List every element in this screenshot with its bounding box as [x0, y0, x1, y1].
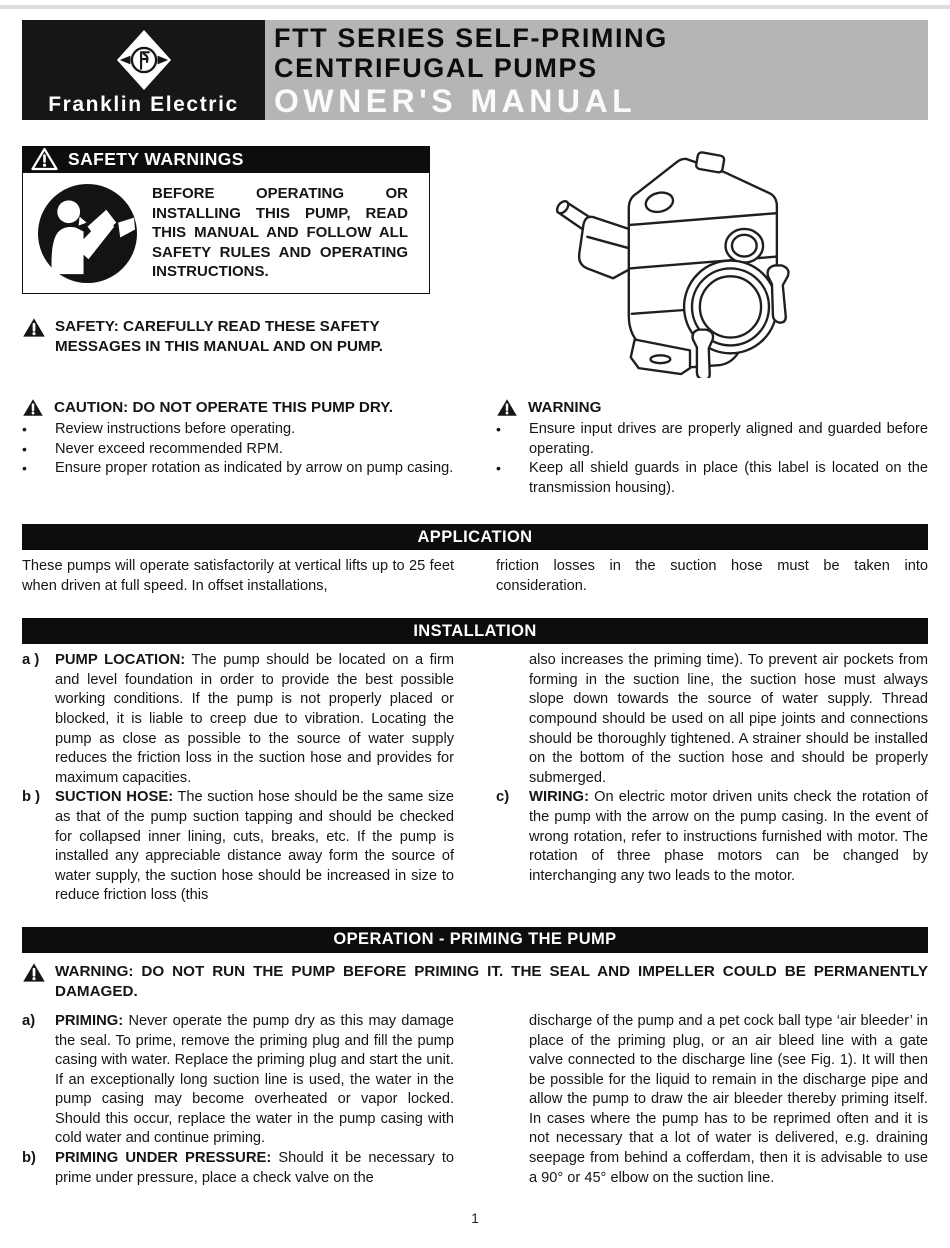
item-text: WIRING: On electric motor driven units check the rotation of the pump with the arrow on the pump casing. In the event of wrong rotation, refer to instructions furnished with motor. The rotation of three phase motors can be changed by interchanging any two leads to the motor.: [529, 789, 928, 884]
item-label: b ): [22, 789, 41, 806]
doc-title-line2: CENTRIFUGAL PUMPS: [274, 53, 598, 83]
read-manual-icon: [36, 182, 139, 285]
continuation-text: discharge of the pump and a pet cock ball type ‘air bleeder’ in place of the priming plug, or an air bleed line with a gate valve connected to the discharge line (see Fig. 1). It will then be possible for the liquid to remain in the discharge pipe and allow the pump to draw the air bleeder thereby priming itself. In cases where the pump has to be reprimed often and it is not necessary that a lot of water is delivered, e.g. draining seepage from behind a cofferdam, then it is advisable to use a 90° or 45° elbow on the suction line.: [529, 1012, 928, 1186]
installation-bar: [22, 618, 928, 644]
bullet-glyph: •: [22, 421, 27, 437]
safety-and-figure-row: [22, 146, 928, 378]
operation-item-b: [22, 1149, 454, 1188]
continuation-text: also increases the priming time). To prevent air pockets from forming in the suction line, the suction hose must always slope down towards the source of water supply. Thread compound should be used on all pipe joints and connections should be thoroughly tightened. A strainer should be installed on the bottom of the suction hose and should be properly submerged.: [529, 652, 928, 786]
operation-section: [22, 927, 928, 1188]
read-manual-text: BEFORE OPERATING OR INSTALLING THIS PUMP, READ THIS MANUAL AND FOLLOW ALL SAFETY RULES AND OPERATING INSTRUCTIONS.: [152, 185, 408, 281]
installation-item-b: [22, 788, 454, 906]
list-item: [496, 459, 928, 498]
application-body: [22, 557, 928, 596]
bullet-glyph: •: [496, 460, 501, 476]
centrifugal-pump-drawing-icon: [540, 146, 840, 378]
warning-triangle-icon: [31, 147, 58, 171]
operation-warning-text: WARNING: DO NOT RUN THE PUMP BEFORE PRIMING IT. THE SEAL AND IMPELLER COULD BE PERMANENTLY DAMAGED.: [55, 962, 928, 1000]
caution-section: [22, 398, 454, 498]
application-title: APPLICATION: [417, 527, 533, 546]
item-label: b): [22, 1150, 36, 1167]
warning-triangle-icon: [22, 398, 44, 417]
warning-bullet-text: Keep all shield guards in place (this label is located on the transmission housing).: [529, 460, 928, 496]
application-text-right: friction losses in the suction hose must be taken into consideration.: [496, 558, 928, 594]
doc-title-line1: FTT SERIES SELF-PRIMING: [274, 23, 668, 53]
item-title: PRIMING:: [55, 1012, 124, 1029]
item-label: c): [496, 789, 510, 806]
franklin-electric-diamond-icon: [115, 29, 173, 91]
safety-note-text: SAFETY: CAREFULLY READ THESE SAFETY MESSAGES IN THIS MANUAL AND ON PUMP.: [55, 318, 383, 355]
installation-title: INSTALLATION: [413, 621, 537, 640]
operation-title: OPERATION - PRIMING THE PUMP: [333, 930, 617, 949]
application-text-left: These pumps will operate satisfactorily at vertical lifts up to 25 feet when driven at full speed. In offset installations,: [22, 558, 454, 594]
caution-heading: CAUTION: DO NOT OPERATE THIS PUMP DRY.: [54, 399, 393, 416]
item-text: PUMP LOCATION: The pump should be located on a firm and level foundation in order to provide the best possible working conditions. If the pump is not properly placed or blocked, it is liable to creep due to vibration. Locating the pump as close as possible to the source of water supply reduces the friction loss in the suction hose and provides for maximum capacities.: [55, 652, 454, 786]
caution-bullet-text: Never exceed recommended RPM.: [55, 440, 283, 457]
bullet-glyph: •: [22, 440, 27, 457]
caution-warning-row: [22, 398, 928, 498]
top-divider: [0, 5, 950, 9]
item-title: PRIMING UNDER PRESSURE:: [55, 1150, 272, 1167]
item-text: PRIMING UNDER PRESSURE: Should it be necessary to prime under pressure, place a check valve on the: [55, 1150, 455, 1186]
safety-warnings-bar: [22, 146, 430, 172]
doc-subtitle: OWNER'S MANUAL: [274, 83, 637, 119]
bullet-glyph: •: [496, 421, 501, 437]
operation-bar: [22, 927, 928, 953]
masthead: [22, 20, 928, 120]
item-title: PUMP LOCATION:: [55, 652, 186, 669]
item-label: a ): [22, 652, 40, 669]
bullet-glyph: •: [22, 460, 27, 476]
item-title: SUCTION HOSE:: [55, 789, 174, 806]
safety-note: [22, 317, 454, 356]
operation-continuation: [496, 1012, 928, 1188]
safety-warnings-section: [22, 146, 452, 378]
operation-item-a: [22, 1012, 454, 1149]
item-label: a): [22, 1012, 36, 1029]
list-item: [22, 459, 454, 479]
page-number: 1: [471, 1211, 479, 1226]
warning-section: [496, 398, 928, 498]
installation-section: [22, 618, 928, 906]
item-title: WIRING:: [529, 789, 589, 806]
application-section: [22, 524, 928, 596]
item-text: PRIMING: Never operate the pump dry as this may damage the seal. To prime, remove the priming plug and fill the pump casing with water. Replace the priming plug and start the unit. If an exceptionally long suction line is used, the water in the pump casing may become overheated or vapor locked. Should this occur, replace the water in the pump casing with cold water and continue priming.: [55, 1012, 454, 1147]
installation-item-a: [22, 651, 454, 788]
warning-heading: WARNING: [528, 399, 602, 416]
installation-continuation: [496, 651, 928, 788]
warning-heading-row: [496, 398, 928, 417]
application-bar: [22, 524, 928, 550]
warning-triangle-icon: [496, 398, 518, 417]
item-text: SUCTION HOSE: The suction hose should be the same size as that of the pump suction tapping and should be checked for collapsed inner lining, cuts, breaks, etc. If the pump is installed any appreciable distance away form the source of water supply, the suction hose should be increased in size to reduce friction loss (this: [55, 789, 454, 904]
caution-heading-row: [22, 398, 454, 417]
operation-warning: [22, 962, 928, 1002]
installation-body: [22, 651, 928, 906]
list-item: [22, 440, 454, 460]
franklin-electric-logo: [22, 20, 265, 120]
warning-triangle-icon: [22, 317, 46, 338]
list-item: [496, 420, 928, 459]
warning-triangle-icon: [22, 962, 46, 983]
brand-name: Franklin Electric: [48, 93, 239, 116]
operation-body: [22, 1012, 928, 1188]
title-band: [265, 20, 928, 120]
warning-bullet-text: Ensure input drives are properly aligned and guarded before operating.: [529, 421, 928, 457]
read-manual-box: [22, 172, 430, 294]
pump-illustration: [452, 146, 928, 378]
caution-bullet-text: Ensure proper rotation as indicated by arrow on pump casing.: [55, 460, 454, 476]
list-item: [22, 420, 454, 440]
caution-bullet-text: Review instructions before operating.: [55, 421, 296, 437]
installation-item-c: [496, 788, 928, 886]
safety-warnings-title: SAFETY WARNINGS: [68, 148, 244, 169]
